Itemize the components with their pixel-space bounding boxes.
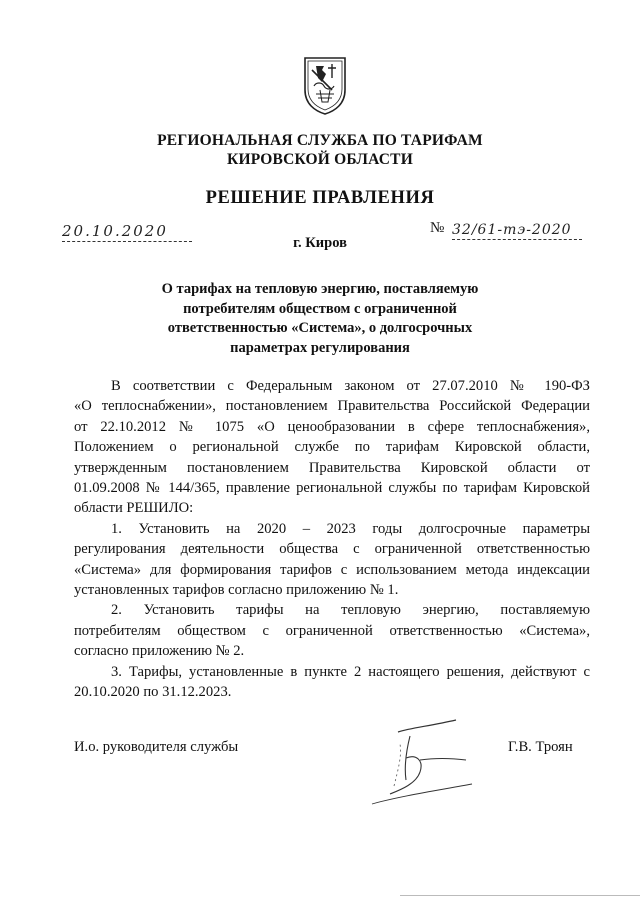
item1-line: регулирования деятельности общества с ограниченной ответственностью (74, 541, 590, 558)
signatory-name: Г.В. Троян (508, 739, 573, 755)
preamble-line: «О теплоснабжении», постановлением Правительства Российской Федерации (74, 398, 590, 415)
number-sign: № (430, 220, 445, 236)
item1-line: 1. Установить на 2020 – 2023 годы долгосрочные параметры (111, 520, 590, 537)
title-line: параметрах регулирования (230, 339, 410, 356)
preamble-line: Положением о региональной службе по тарифам Кировской области, (74, 439, 590, 456)
item1-line: «Система» для формирования тарифов с использованием метода индексации (74, 561, 590, 578)
document-title (140, 280, 500, 358)
document-date: 20.10.2020 (62, 222, 192, 242)
preamble-line: В соответствии с Федеральным законом от 27.07.2010 № 190-ФЗ (111, 378, 590, 394)
item3-line: 20.10.2020 по 31.12.2023. (74, 684, 232, 701)
item2-line: потребителям обществом с ограниченной ответственностью «Система», (74, 622, 590, 639)
title-line: О тарифах на тепловую энергию, поставляемую (161, 281, 479, 297)
item2-line: согласно приложению № 2. (74, 643, 245, 660)
document-number: 32/61-тэ-2020 (452, 222, 582, 240)
document-body (74, 376, 590, 703)
preamble-line: от 22.10.2012 № 1075 «О ценообразовании в сфере теплоснабжения», (74, 418, 590, 435)
coat-of-arms-icon (302, 56, 348, 116)
bottom-rule (400, 895, 640, 896)
city: г. Киров (293, 235, 347, 251)
title-line: потребителям обществом с ограниченной (183, 300, 457, 317)
preamble-line: 01.09.2008 № 144/365, правление региональной службы по тарифам Кировской (74, 480, 590, 497)
title-line: ответственностью «Система», о долгосрочных (167, 320, 473, 336)
item2-line: 2. Установить тарифы на тепловую энергию, поставляемую (111, 602, 590, 619)
item3-line: 3. Тарифы, установленные в пункте 2 настоящего решения, действуют с (111, 663, 590, 680)
org-name-line1: РЕГИОНАЛЬНАЯ СЛУЖБА ПО ТАРИФАМ (157, 132, 483, 149)
item1-line: установленных тарифов согласно приложению № 1. (74, 582, 399, 599)
handwritten-signature-icon (360, 700, 480, 820)
org-name-line2: КИРОВСКОЙ ОБЛАСТИ (227, 151, 413, 168)
preamble-line: области РЕШИЛО: (74, 500, 194, 517)
document-type: РЕШЕНИЕ ПРАВЛЕНИЯ (205, 188, 435, 208)
preamble-line: утвержденным постановлением Правительства Кировской области от (74, 459, 590, 476)
signatory-role: И.о. руководителя службы (74, 739, 239, 755)
